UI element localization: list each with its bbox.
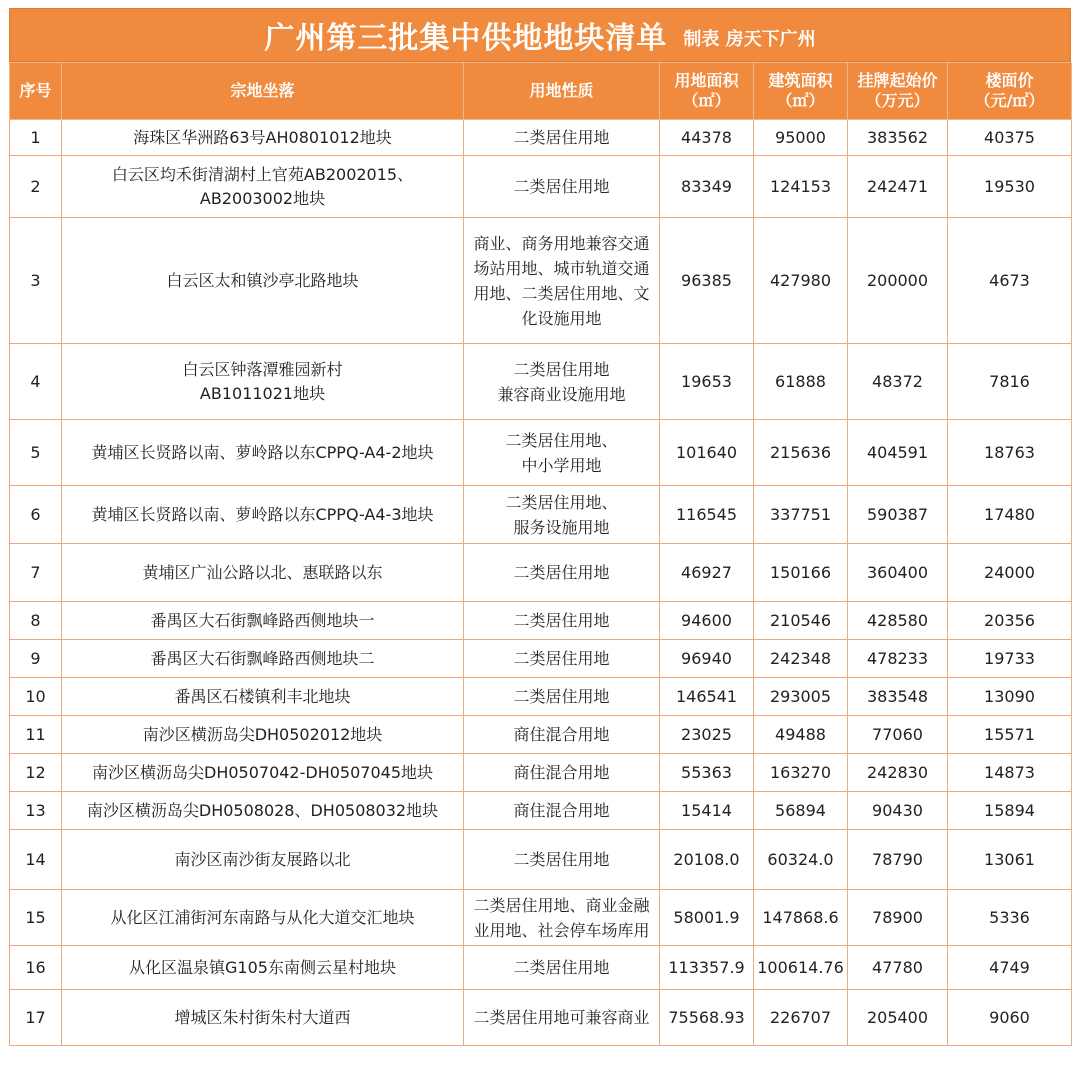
cell-starting-price: 383562	[848, 120, 948, 156]
cell-building-area: 215636	[754, 420, 848, 486]
cell-index: 10	[10, 678, 62, 716]
cell-location	[62, 946, 464, 990]
cell-location	[62, 830, 464, 890]
cell-location-line: 黄埔区广汕公路以北、惠联路以东	[142, 562, 383, 582]
cell-index: 11	[10, 716, 62, 754]
table-row	[10, 716, 1072, 754]
cell-starting-price: 77060	[848, 716, 948, 754]
cell-location	[62, 156, 464, 218]
cell-building-area: 210546	[754, 602, 848, 640]
cell-land-use	[464, 420, 660, 486]
cell-land-use-line: 二类居住用地	[513, 128, 610, 147]
cell-land-use-line: 中小学用地	[521, 455, 602, 475]
cell-land-use-line: 二类居住用地	[513, 563, 610, 582]
cell-land-use-line: 用地、二类居住用地、文	[473, 283, 650, 303]
cell-location	[62, 640, 464, 678]
table-row	[10, 156, 1072, 218]
cell-land-use	[464, 890, 660, 946]
cell-index: 7	[10, 544, 62, 602]
cell-floor-price: 5336	[948, 890, 1072, 946]
cell-location-line: 番禺区大石街飘峰路西侧地块二	[150, 648, 375, 668]
table-row	[10, 890, 1072, 946]
cell-index: 4	[10, 344, 62, 420]
cell-starting-price: 242471	[848, 156, 948, 218]
cell-location-line: 南沙区南沙街友展路以北	[174, 849, 351, 869]
cell-land-area: 44378	[660, 120, 754, 156]
cell-building-area: 242348	[754, 640, 848, 678]
cell-land-use	[464, 792, 660, 830]
cell-starting-price: 404591	[848, 420, 948, 486]
cell-floor-price: 9060	[948, 990, 1072, 1046]
cell-building-area: 150166	[754, 544, 848, 602]
cell-location-line: 从化区江浦街河东南路与从化大道交汇地块	[110, 907, 415, 927]
cell-land-area: 46927	[660, 544, 754, 602]
cell-building-area: 293005	[754, 678, 848, 716]
cell-index: 1	[10, 120, 62, 156]
cell-location	[62, 792, 464, 830]
cell-building-area: 427980	[754, 218, 848, 344]
cell-floor-price: 40375	[948, 120, 1072, 156]
cell-land-area: 55363	[660, 754, 754, 792]
header-starting-price: 挂牌起始价 （万元）	[848, 63, 948, 120]
cell-floor-price: 17480	[948, 486, 1072, 544]
header-floor-price: 楼面价 （元/㎡）	[948, 63, 1072, 120]
cell-building-area: 49488	[754, 716, 848, 754]
cell-land-area: 94600	[660, 602, 754, 640]
cell-land-area: 83349	[660, 156, 754, 218]
cell-land-use-line: 化设施用地	[521, 308, 602, 328]
cell-starting-price: 78790	[848, 830, 948, 890]
cell-location-line: 南沙区横沥岛尖DH0508028、DH0508032地块	[86, 800, 439, 820]
header-land-use: 用地性质	[464, 63, 660, 120]
cell-land-use	[464, 946, 660, 990]
cell-starting-price: 478233	[848, 640, 948, 678]
cell-floor-price: 15571	[948, 716, 1072, 754]
cell-location-line: 番禺区石楼镇利丰北地块	[174, 686, 351, 706]
cell-floor-price: 13090	[948, 678, 1072, 716]
cell-location	[62, 754, 464, 792]
table-row	[10, 486, 1072, 544]
cell-land-area: 101640	[660, 420, 754, 486]
cell-index: 5	[10, 420, 62, 486]
cell-location	[62, 990, 464, 1046]
cell-land-use-line: 二类居住用地	[513, 958, 610, 977]
cell-location-line: 白云区太和镇沙亭北路地块	[166, 270, 359, 290]
cell-location	[62, 120, 464, 156]
cell-building-area: 337751	[754, 486, 848, 544]
cell-land-use	[464, 156, 660, 218]
table-row	[10, 602, 1072, 640]
cell-land-use-line: 二类居住用地可兼容商业	[473, 1008, 650, 1027]
cell-land-use-line: 二类居住用地、	[505, 430, 618, 450]
table-row	[10, 544, 1072, 602]
cell-land-use	[464, 544, 660, 602]
cell-location-line: 从化区温泉镇G105东南侧云星村地块	[129, 957, 396, 977]
cell-location-line: AB2003002地块	[199, 188, 326, 208]
cell-land-use-line: 二类居住用地	[513, 649, 610, 668]
cell-land-area: 58001.9	[660, 890, 754, 946]
cell-building-area: 226707	[754, 990, 848, 1046]
cell-building-area: 61888	[754, 344, 848, 420]
cell-index: 9	[10, 640, 62, 678]
cell-land-area: 75568.93	[660, 990, 754, 1046]
header-location: 宗地坐落	[62, 63, 464, 120]
cell-index: 8	[10, 602, 62, 640]
cell-land-area: 116545	[660, 486, 754, 544]
cell-land-use	[464, 602, 660, 640]
cell-starting-price: 360400	[848, 544, 948, 602]
cell-location-line: 黄埔区长贤路以南、萝岭路以东CPPQ-A4-2地块	[91, 442, 434, 462]
cell-index: 13	[10, 792, 62, 830]
cell-land-use-line: 二类居住用地、	[505, 492, 618, 512]
cell-building-area: 147868.6	[754, 890, 848, 946]
cell-building-area: 60324.0	[754, 830, 848, 890]
cell-location	[62, 544, 464, 602]
cell-floor-price: 18763	[948, 420, 1072, 486]
cell-land-area: 15414	[660, 792, 754, 830]
table-row	[10, 830, 1072, 890]
cell-land-area: 146541	[660, 678, 754, 716]
cell-location-line: 黄埔区长贤路以南、萝岭路以东CPPQ-A4-3地块	[91, 504, 434, 524]
cell-building-area: 124153	[754, 156, 848, 218]
cell-index: 17	[10, 990, 62, 1046]
cell-land-use	[464, 344, 660, 420]
cell-starting-price: 200000	[848, 218, 948, 344]
cell-location-line: 增城区朱村街朱村大道西	[174, 1007, 351, 1027]
header-land-area: 用地面积 （㎡）	[660, 63, 754, 120]
cell-starting-price: 242830	[848, 754, 948, 792]
cell-starting-price: 590387	[848, 486, 948, 544]
cell-land-use	[464, 120, 660, 156]
cell-starting-price: 78900	[848, 890, 948, 946]
header-row	[10, 63, 1072, 120]
cell-land-use-line: 二类居住用地	[513, 850, 610, 869]
table-row	[10, 990, 1072, 1046]
cell-land-use-line: 商住混合用地	[513, 763, 610, 782]
cell-location-line: 白云区均禾街清湖村上官苑AB2002015、	[111, 164, 414, 184]
cell-land-use	[464, 990, 660, 1046]
cell-floor-price: 24000	[948, 544, 1072, 602]
cell-index: 14	[10, 830, 62, 890]
cell-location-line: 番禺区大石街飘峰路西侧地块一	[150, 610, 375, 630]
land-parcel-table	[9, 62, 1072, 1046]
cell-floor-price: 15894	[948, 792, 1072, 830]
table-row	[10, 946, 1072, 990]
cell-land-use-line: 二类居住用地	[513, 359, 610, 379]
page-title: 广州第三批集中供地地块清单	[264, 21, 668, 56]
cell-land-area: 23025	[660, 716, 754, 754]
page-subtitle: 制表 房天下广州	[683, 29, 816, 50]
cell-land-use	[464, 830, 660, 890]
cell-land-area: 96940	[660, 640, 754, 678]
cell-land-use-line: 服务设施用地	[513, 517, 610, 537]
cell-land-use-line: 二类居住用地	[513, 611, 610, 630]
cell-location	[62, 486, 464, 544]
cell-index: 2	[10, 156, 62, 218]
cell-location-line: 南沙区横沥岛尖DH0507042-DH0507045地块	[92, 762, 433, 782]
cell-land-use-line: 二类居住用地	[513, 687, 610, 706]
cell-location-line: 海珠区华洲路63号AH0801012地块	[133, 127, 392, 147]
cell-land-area: 113357.9	[660, 946, 754, 990]
cell-starting-price: 383548	[848, 678, 948, 716]
cell-index: 6	[10, 486, 62, 544]
table-row	[10, 120, 1072, 156]
cell-location-line: AB1011021地块	[199, 383, 326, 403]
cell-starting-price: 205400	[848, 990, 948, 1046]
table-row	[10, 218, 1072, 344]
cell-location-line: 南沙区横沥岛尖DH0502012地块	[142, 724, 383, 744]
cell-starting-price: 428580	[848, 602, 948, 640]
cell-location	[62, 602, 464, 640]
cell-starting-price: 90430	[848, 792, 948, 830]
table-row	[10, 640, 1072, 678]
cell-floor-price: 7816	[948, 344, 1072, 420]
cell-floor-price: 19530	[948, 156, 1072, 218]
cell-land-use-line: 商住混合用地	[513, 801, 610, 820]
cell-location	[62, 890, 464, 946]
cell-starting-price: 48372	[848, 344, 948, 420]
cell-land-use	[464, 218, 660, 344]
cell-land-use	[464, 486, 660, 544]
cell-location-line: 白云区钟落潭雅园新村	[182, 359, 343, 379]
cell-index: 3	[10, 218, 62, 344]
header-building-area: 建筑面积 （㎡）	[754, 63, 848, 120]
cell-location	[62, 716, 464, 754]
cell-land-use-line: 二类居住用地、商业金融	[473, 895, 650, 915]
cell-land-use-line: 场站用地、城市轨道交通	[473, 258, 650, 278]
cell-location	[62, 344, 464, 420]
cell-floor-price: 4673	[948, 218, 1072, 344]
cell-land-use	[464, 716, 660, 754]
cell-floor-price: 4749	[948, 946, 1072, 990]
table-row	[10, 792, 1072, 830]
cell-location	[62, 678, 464, 716]
title-bar	[9, 8, 1071, 62]
header-index: 序号	[10, 63, 62, 120]
cell-land-area: 20108.0	[660, 830, 754, 890]
table-row	[10, 344, 1072, 420]
cell-building-area: 56894	[754, 792, 848, 830]
cell-building-area: 95000	[754, 120, 848, 156]
cell-land-use	[464, 754, 660, 792]
cell-starting-price: 47780	[848, 946, 948, 990]
cell-building-area: 163270	[754, 754, 848, 792]
cell-index: 16	[10, 946, 62, 990]
cell-index: 12	[10, 754, 62, 792]
cell-location	[62, 420, 464, 486]
cell-floor-price: 13061	[948, 830, 1072, 890]
cell-land-use-line: 二类居住用地	[513, 177, 610, 196]
cell-land-use-line: 业用地、社会停车场库用	[473, 920, 650, 940]
table-row	[10, 420, 1072, 486]
cell-location	[62, 218, 464, 344]
cell-index: 15	[10, 890, 62, 946]
cell-land-use-line: 商住混合用地	[513, 725, 610, 744]
cell-floor-price: 14873	[948, 754, 1072, 792]
cell-land-use-line: 商业、商务用地兼容交通	[473, 233, 650, 253]
cell-land-area: 96385	[660, 218, 754, 344]
cell-land-use-line: 兼容商业设施用地	[497, 384, 626, 404]
table-row	[10, 754, 1072, 792]
cell-land-area: 19653	[660, 344, 754, 420]
cell-building-area: 100614.76	[754, 946, 848, 990]
cell-floor-price: 19733	[948, 640, 1072, 678]
table-row	[10, 678, 1072, 716]
cell-floor-price: 20356	[948, 602, 1072, 640]
cell-land-use	[464, 678, 660, 716]
cell-land-use	[464, 640, 660, 678]
document	[9, 8, 1071, 1046]
